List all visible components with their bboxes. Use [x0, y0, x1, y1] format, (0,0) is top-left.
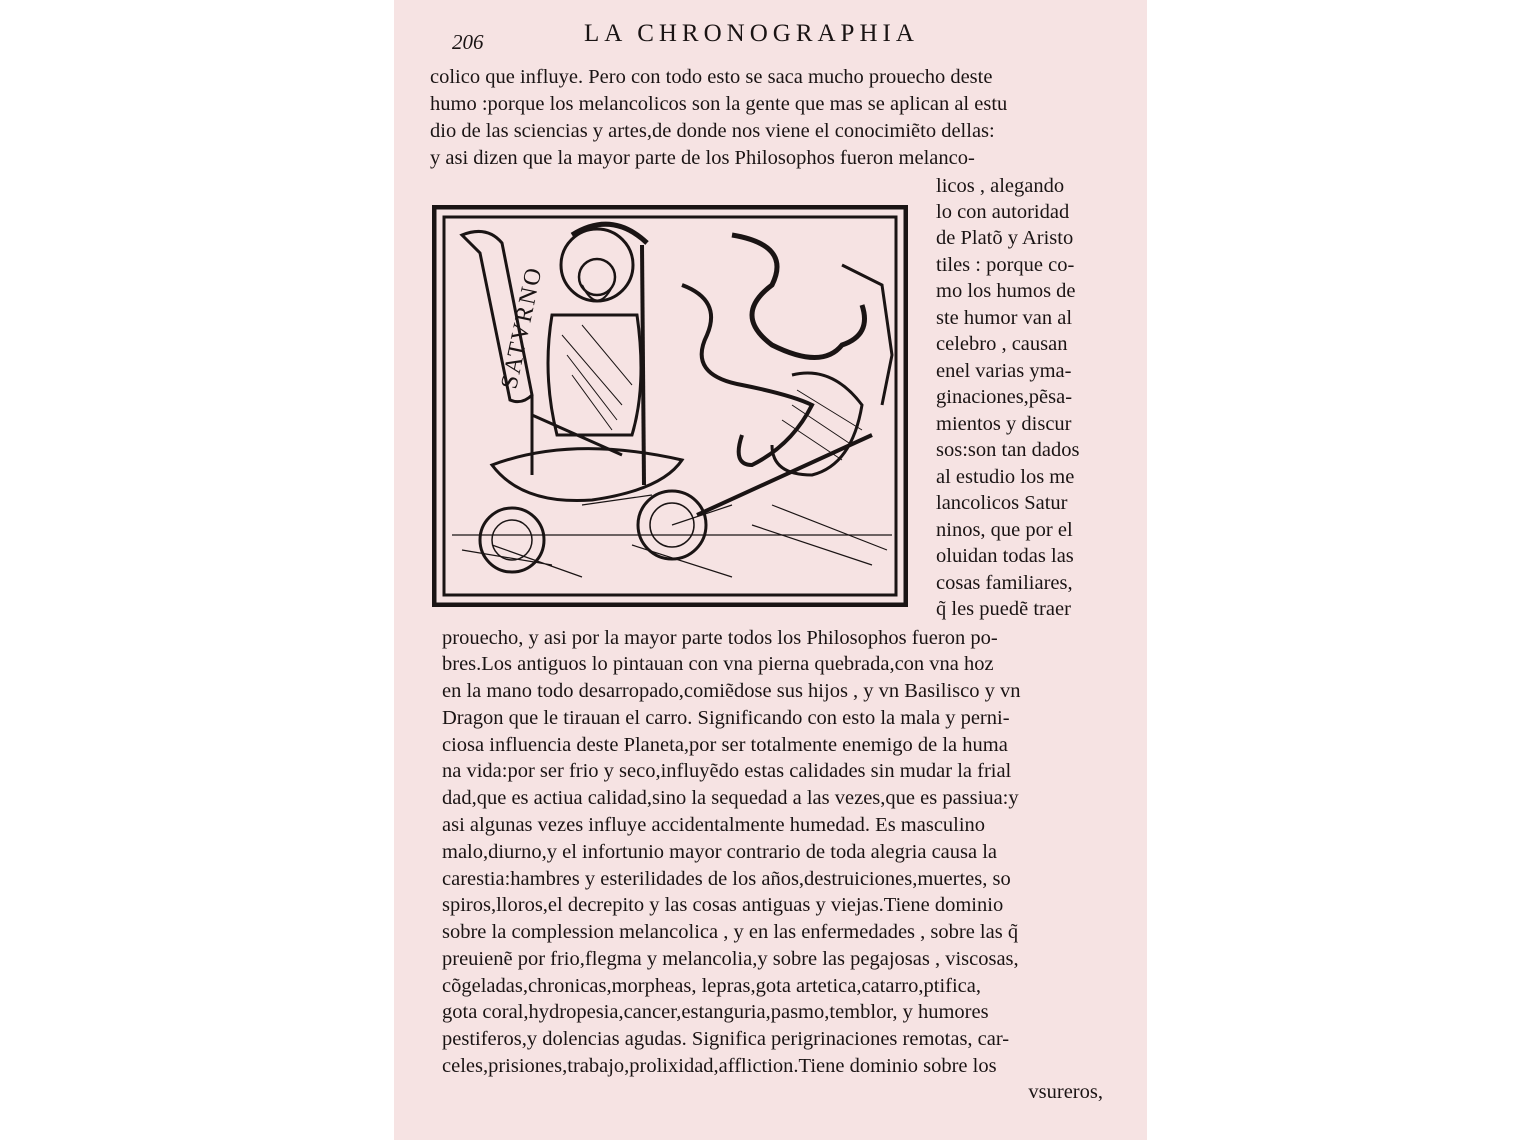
text-line: ste humor van al	[936, 307, 1073, 329]
banner-label: SATVRNO	[496, 263, 548, 392]
text-line: q̃ les puedẽ traer	[936, 598, 1071, 620]
text-line: lancolicos Satur	[936, 492, 1068, 514]
text-line: spiros,lloros,el decrepito y las cosas antiguas y viejas.Tiene dominio	[442, 894, 1004, 916]
text-line: enel varias yma-	[936, 360, 1072, 382]
running-title: LA CHRONOGRAPHIA	[584, 20, 919, 47]
text-line: pestiferos,y dolencias agudas. Significa perigrinaciones remotas, car-	[442, 1028, 1010, 1050]
text-line: sobre la complession melancolica , y en las enfermedades , sobre las q̃	[442, 921, 1019, 943]
page-number: 206	[452, 30, 484, 54]
text-line: gota coral,hydropesia,cancer,estanguria,pasmo,temblor, y humores	[442, 1001, 989, 1023]
text-line: cõgeladas,chronicas,morpheas, lepras,gota artetica,catarro,ptifica,	[442, 975, 981, 997]
text-line: en la mano todo desarropado,comiẽdose sus hijos , y vn Basilisco y vn	[442, 680, 1021, 702]
text-line: celebro , causan	[936, 333, 1068, 355]
text-line: malo,diurno,y el infortunio mayor contrario de toda alegria causa la	[442, 841, 998, 863]
text-line: sos:son tan dados	[936, 439, 1080, 461]
text-line: tiles : porque co-	[936, 254, 1075, 276]
catchword: vsureros,	[1028, 1081, 1103, 1103]
text-line: celes,prisiones,trabajo,prolixidad,affliction.Tiene dominio sobre los	[442, 1055, 997, 1077]
text-line: mientos y discur	[936, 413, 1072, 435]
text-line: cosas familiares,	[936, 572, 1073, 594]
text-line: asi algunas vezes influye accidentalmente humedad. Es masculino	[442, 814, 986, 836]
text-line: carestia:hambres y esterilidades de los años,destruiciones,muertes, so	[442, 868, 1011, 890]
text-line: na vida:por ser frio y seco,influyẽdo estas calidades sin mudar la frial	[442, 760, 1012, 782]
text-line: lo con autoridad	[936, 201, 1070, 223]
book-page	[394, 0, 1147, 1140]
text-line: prouecho, y asi por la mayor parte todos los Philosophos fueron po-	[442, 627, 998, 649]
text-line: ciosa influencia deste Planeta,por ser totalmente enemigo de la huma	[442, 734, 1008, 756]
text-line: Dragon que le tirauan el carro. Significando con esto la mala y perni-	[442, 707, 1010, 729]
text-line: ninos, que por el	[936, 519, 1073, 541]
text-line: colico que influye. Pero con todo esto se saca mucho prouecho deste	[430, 66, 993, 88]
text-line: de Platõ y Aristo	[936, 227, 1074, 249]
text-line: preuienẽ por frio,flegma y melancolia,y sobre las pegajosas , viscosas,	[442, 948, 1019, 970]
text-line: y asi dizen que la mayor parte de los Philosophos fueron melanco-	[430, 147, 975, 169]
text-line: ginaciones,pẽsa-	[936, 386, 1073, 408]
saturn-woodcut-illustration	[432, 205, 908, 607]
text-line: mo los humos de	[936, 280, 1076, 302]
text-line: dad,que es actiua calidad,sino la sequedad a las vezes,que es passiua:y	[442, 787, 1019, 809]
text-line: dio de las sciencias y artes,de donde nos viene el conocimiẽto dellas:	[430, 120, 995, 142]
text-line: al estudio los me	[936, 466, 1075, 488]
text-line: oluidan todas las	[936, 545, 1074, 567]
text-line: licos , alegando	[936, 175, 1065, 197]
text-line: humo :porque los melancolicos son la gente que mas se aplican al estu	[430, 93, 1008, 115]
text-line: bres.Los antiguos lo pintauan con vna pierna quebrada,con vna hoz	[442, 653, 994, 675]
